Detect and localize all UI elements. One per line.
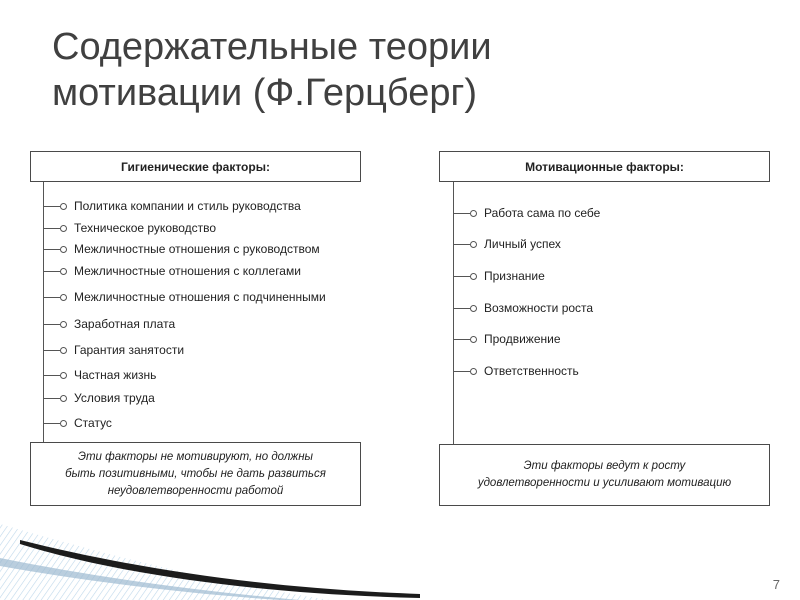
- hygiene-connector-line: [43, 182, 44, 442]
- hygiene-note-line: Эти факторы не мотивируют, но должны: [77, 450, 314, 463]
- hygiene-item-label: Статус: [74, 416, 112, 430]
- motivational-item-label: Возможности роста: [484, 301, 594, 315]
- bullet-dot-icon: [60, 246, 67, 253]
- bullet-dot-icon: [60, 347, 67, 354]
- hygiene-item-label: Гарантия занятости: [74, 343, 185, 357]
- motivational-item-label: Личный успех: [484, 237, 561, 251]
- hygiene-item-label: Техническое руководство: [74, 221, 217, 235]
- bullet-dot-icon: [470, 336, 477, 343]
- hygiene-item-label: Политика компании и стиль руководства: [74, 199, 301, 213]
- title-line-1: Содержательные теории: [52, 26, 492, 68]
- bullet-dot-icon: [60, 203, 67, 210]
- hygiene-item-label: Частная жизнь: [74, 368, 157, 382]
- bullet-dot-icon: [60, 225, 67, 232]
- motivational-factors-header: Мотивационные факторы:: [439, 151, 770, 182]
- motivational-item-label: Работа сама по себе: [484, 206, 601, 220]
- title-line-2: мотивации (Ф.Герцберг): [52, 72, 478, 114]
- motivational-connector-line: [453, 182, 454, 444]
- bullet-dot-icon: [60, 321, 67, 328]
- bullet-dot-icon: [60, 294, 67, 301]
- hygiene-note-line: неудовлетворенности работой: [107, 484, 284, 497]
- bullet-dot-icon: [470, 210, 477, 217]
- bullet-dot-icon: [60, 420, 67, 427]
- hygiene-item-label: Условия труда: [74, 391, 155, 405]
- bullet-dot-icon: [60, 395, 67, 402]
- slide-title: [52, 24, 752, 116]
- hygiene-item-label: Межличностные отношения с руководством: [74, 242, 320, 256]
- motivational-note-line: Эти факторы ведут к росту: [523, 460, 686, 472]
- hygiene-item-label: Межличностные отношения с коллегами: [74, 264, 301, 278]
- motivational-item-label: Продвижение: [484, 332, 561, 346]
- bullet-dot-icon: [470, 273, 477, 280]
- bullet-dot-icon: [60, 268, 67, 275]
- motivational-item-label: Ответственность: [484, 364, 579, 378]
- motivational-item-label: Признание: [484, 269, 545, 283]
- bullet-dot-icon: [60, 372, 67, 379]
- hygiene-note-line: быть позитивными, чтобы не дать развиться: [65, 467, 326, 480]
- hygiene-factors-header: Гигиенические факторы:: [30, 151, 361, 182]
- motivational-note-line: удовлетворенности и усиливают мотивацию: [477, 477, 732, 489]
- hygiene-item-label: Заработная плата: [74, 317, 176, 331]
- bullet-dot-icon: [470, 241, 477, 248]
- bullet-dot-icon: [470, 305, 477, 312]
- bullet-dot-icon: [470, 368, 477, 375]
- motivational-factors-note: [439, 444, 770, 506]
- page-number: 7: [772, 577, 780, 592]
- hygiene-item-label: Межличностные отношения с подчиненными: [74, 290, 326, 304]
- decorative-swoosh: [0, 510, 420, 600]
- hygiene-factors-note: [30, 442, 361, 506]
